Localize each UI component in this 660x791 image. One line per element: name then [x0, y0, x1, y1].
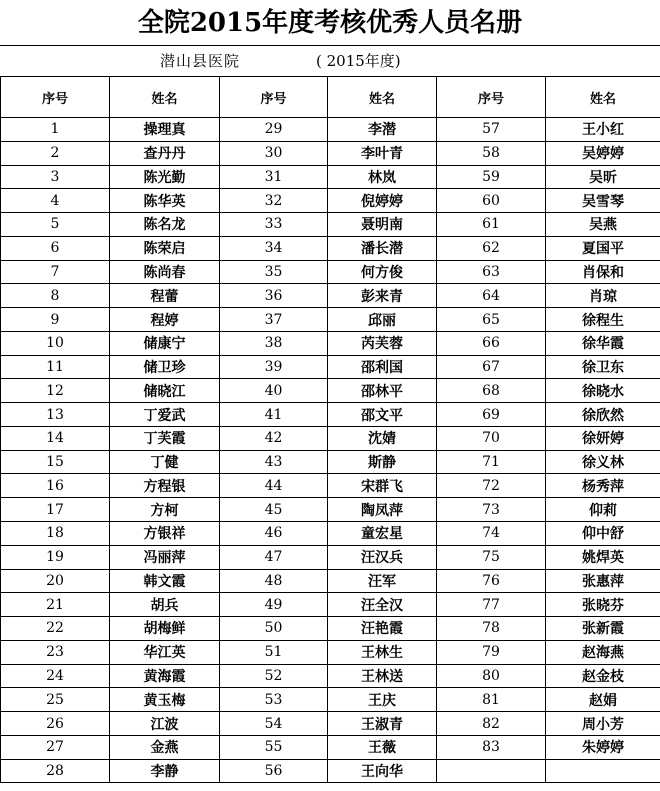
seq-cell: 78: [437, 617, 546, 641]
name-cell: 王小红: [546, 118, 660, 142]
name-cell: 华江英: [110, 640, 220, 664]
seq-cell: 63: [437, 260, 546, 284]
name-cell: 杨秀萍: [546, 474, 660, 498]
name-cell: 林岚: [328, 165, 437, 189]
name-cell: 徐义林: [546, 450, 660, 474]
name-cell: 陈荣启: [110, 236, 220, 260]
seq-cell: 26: [1, 712, 110, 736]
table-row: [1, 236, 660, 260]
seq-cell: 58: [437, 141, 546, 165]
table-row: [1, 213, 660, 237]
seq-cell: 30: [220, 141, 328, 165]
seq-cell: 74: [437, 522, 546, 546]
seq-cell: 11: [1, 355, 110, 379]
table-row: [1, 640, 660, 664]
name-cell: 徐程生: [546, 308, 660, 332]
seq-cell: 57: [437, 118, 546, 142]
name-cell: 吴燕: [546, 213, 660, 237]
seq-cell: 49: [220, 593, 328, 617]
name-cell: 徐华霞: [546, 331, 660, 355]
name-cell: 肖保和: [546, 260, 660, 284]
page-title: 全院2015年度考核优秀人员名册: [0, 0, 660, 46]
table-row: [1, 735, 660, 759]
name-cell: 邵林平: [328, 379, 437, 403]
seq-cell: 38: [220, 331, 328, 355]
name-cell: 储卫珍: [110, 355, 220, 379]
name-cell: 朱婷婷: [546, 735, 660, 759]
seq-cell: 54: [220, 712, 328, 736]
name-cell: 韩文霞: [110, 569, 220, 593]
name-cell: 王向华: [328, 759, 437, 783]
seq-cell: 47: [220, 545, 328, 569]
name-cell: 沈婧: [328, 426, 437, 450]
seq-cell: 52: [220, 664, 328, 688]
name-cell: 李叶青: [328, 141, 437, 165]
table-row: [1, 331, 660, 355]
seq-cell: 34: [220, 236, 328, 260]
table-row: [1, 260, 660, 284]
seq-cell: 61: [437, 213, 546, 237]
table-row: [1, 118, 660, 142]
table-row: [1, 308, 660, 332]
seq-cell: 18: [1, 522, 110, 546]
name-cell: 冯丽萍: [110, 545, 220, 569]
name-cell: 何方俊: [328, 260, 437, 284]
seq-cell: 50: [220, 617, 328, 641]
seq-cell: 25: [1, 688, 110, 712]
roster-table: [0, 76, 660, 783]
table-row: [1, 355, 660, 379]
table-row: [1, 189, 660, 213]
seq-cell: 15: [1, 450, 110, 474]
seq-cell: 60: [437, 189, 546, 213]
seq-cell: 77: [437, 593, 546, 617]
name-cell: 吴婷婷: [546, 141, 660, 165]
seq-cell: 3: [1, 165, 110, 189]
name-cell: 彭来青: [328, 284, 437, 308]
name-cell: 储康宁: [110, 331, 220, 355]
name-cell: 王淑青: [328, 712, 437, 736]
table-row: [1, 759, 660, 783]
header-seq-3: 序号: [437, 77, 546, 118]
name-cell: 李静: [110, 759, 220, 783]
seq-cell: 51: [220, 640, 328, 664]
name-cell: 聂明南: [328, 213, 437, 237]
seq-cell: 17: [1, 498, 110, 522]
table-row: [1, 379, 660, 403]
name-cell: 仰中舒: [546, 522, 660, 546]
name-cell: 江波: [110, 712, 220, 736]
seq-cell: 20: [1, 569, 110, 593]
name-cell: 邵利国: [328, 355, 437, 379]
name-cell: 张新霞: [546, 617, 660, 641]
seq-cell: 46: [220, 522, 328, 546]
seq-cell: 79: [437, 640, 546, 664]
subtitle-row: [0, 46, 660, 76]
name-cell: 陶凤萍: [328, 498, 437, 522]
name-cell: 邱丽: [328, 308, 437, 332]
seq-cell: 75: [437, 545, 546, 569]
name-cell: 宋群飞: [328, 474, 437, 498]
table-row: [1, 593, 660, 617]
name-cell: 王薇: [328, 735, 437, 759]
seq-cell: 32: [220, 189, 328, 213]
seq-cell: 41: [220, 403, 328, 427]
table-row: [1, 522, 660, 546]
name-cell: 徐晓水: [546, 379, 660, 403]
seq-cell: 28: [1, 759, 110, 783]
header-name-2: 姓名: [328, 77, 437, 118]
seq-cell: 64: [437, 284, 546, 308]
table-row: [1, 141, 660, 165]
seq-cell: 59: [437, 165, 546, 189]
seq-cell: 81: [437, 688, 546, 712]
table-row: [1, 284, 660, 308]
name-cell: 方银祥: [110, 522, 220, 546]
seq-cell: 1: [1, 118, 110, 142]
seq-cell: 56: [220, 759, 328, 783]
name-cell: 王庆: [328, 688, 437, 712]
seq-cell: 42: [220, 426, 328, 450]
table-row: [1, 664, 660, 688]
name-cell: 倪婷婷: [328, 189, 437, 213]
header-row: [1, 77, 660, 118]
name-cell: 徐卫东: [546, 355, 660, 379]
name-cell: 程婷: [110, 308, 220, 332]
seq-cell: 71: [437, 450, 546, 474]
seq-cell: 55: [220, 735, 328, 759]
seq-cell: 72: [437, 474, 546, 498]
seq-cell: 62: [437, 236, 546, 260]
seq-cell: 35: [220, 260, 328, 284]
seq-cell: 23: [1, 640, 110, 664]
name-cell: 周小芳: [546, 712, 660, 736]
table-row: [1, 426, 660, 450]
seq-cell: 7: [1, 260, 110, 284]
name-cell: 王林送: [328, 664, 437, 688]
header-seq-1: 序号: [1, 77, 110, 118]
seq-cell: 65: [437, 308, 546, 332]
name-cell: 王林生: [328, 640, 437, 664]
name-cell: 徐欣然: [546, 403, 660, 427]
name-cell: 陈华英: [110, 189, 220, 213]
name-cell: 操理真: [110, 118, 220, 142]
name-cell: 黄玉梅: [110, 688, 220, 712]
table-row: [1, 712, 660, 736]
name-cell: 徐妍婷: [546, 426, 660, 450]
table-row: [1, 688, 660, 712]
seq-cell: 80: [437, 664, 546, 688]
seq-cell: 44: [220, 474, 328, 498]
seq-cell: 10: [1, 331, 110, 355]
name-cell: 芮芙蓉: [328, 331, 437, 355]
name-cell: 金燕: [110, 735, 220, 759]
name-cell: 张惠萍: [546, 569, 660, 593]
name-cell: 胡兵: [110, 593, 220, 617]
seq-cell: 43: [220, 450, 328, 474]
name-cell: 丁芙霞: [110, 426, 220, 450]
header-name-1: 姓名: [110, 77, 220, 118]
name-cell: 肖琼: [546, 284, 660, 308]
name-cell: 李潜: [328, 118, 437, 142]
name-cell: 邵文平: [328, 403, 437, 427]
seq-cell: 12: [1, 379, 110, 403]
seq-cell: 4: [1, 189, 110, 213]
seq-cell: 6: [1, 236, 110, 260]
name-cell: [546, 759, 660, 783]
seq-cell: 21: [1, 593, 110, 617]
seq-cell: 67: [437, 355, 546, 379]
name-cell: 潘长潜: [328, 236, 437, 260]
name-cell: 程蕾: [110, 284, 220, 308]
seq-cell: 66: [437, 331, 546, 355]
name-cell: 储晓江: [110, 379, 220, 403]
seq-cell: 33: [220, 213, 328, 237]
name-cell: 汪军: [328, 569, 437, 593]
seq-cell: 45: [220, 498, 328, 522]
seq-cell: 83: [437, 735, 546, 759]
name-cell: 黄海霞: [110, 664, 220, 688]
seq-cell: 22: [1, 617, 110, 641]
table-row: [1, 403, 660, 427]
seq-cell: 9: [1, 308, 110, 332]
name-cell: 查丹丹: [110, 141, 220, 165]
name-cell: 方程银: [110, 474, 220, 498]
seq-cell: 37: [220, 308, 328, 332]
header-seq-2: 序号: [220, 77, 328, 118]
name-cell: 张晓芬: [546, 593, 660, 617]
name-cell: 夏国平: [546, 236, 660, 260]
name-cell: 赵金枝: [546, 664, 660, 688]
name-cell: 方柯: [110, 498, 220, 522]
table-row: [1, 165, 660, 189]
name-cell: 吴昕: [546, 165, 660, 189]
name-cell: 汪艳霞: [328, 617, 437, 641]
name-cell: 吴雪琴: [546, 189, 660, 213]
seq-cell: 19: [1, 545, 110, 569]
name-cell: 汪汉兵: [328, 545, 437, 569]
seq-cell: 8: [1, 284, 110, 308]
seq-cell: 29: [220, 118, 328, 142]
seq-cell: 53: [220, 688, 328, 712]
name-cell: 丁爱武: [110, 403, 220, 427]
seq-cell: 76: [437, 569, 546, 593]
name-cell: 赵娟: [546, 688, 660, 712]
year-label: ( 2015年度): [316, 52, 401, 70]
seq-cell: [437, 759, 546, 783]
table-row: [1, 617, 660, 641]
table-row: [1, 498, 660, 522]
name-cell: 汪全汉: [328, 593, 437, 617]
seq-cell: 70: [437, 426, 546, 450]
seq-cell: 39: [220, 355, 328, 379]
seq-cell: 82: [437, 712, 546, 736]
table-row: [1, 569, 660, 593]
seq-cell: 68: [437, 379, 546, 403]
seq-cell: 27: [1, 735, 110, 759]
name-cell: 斯静: [328, 450, 437, 474]
name-cell: 胡梅鲜: [110, 617, 220, 641]
seq-cell: 2: [1, 141, 110, 165]
seq-cell: 16: [1, 474, 110, 498]
header-name-3: 姓名: [546, 77, 660, 118]
table-row: [1, 450, 660, 474]
name-cell: 陈尚春: [110, 260, 220, 284]
name-cell: 陈光勤: [110, 165, 220, 189]
name-cell: 陈名龙: [110, 213, 220, 237]
seq-cell: 40: [220, 379, 328, 403]
name-cell: 姚焊英: [546, 545, 660, 569]
seq-cell: 24: [1, 664, 110, 688]
seq-cell: 14: [1, 426, 110, 450]
name-cell: 丁健: [110, 450, 220, 474]
table-row: [1, 474, 660, 498]
name-cell: 仰莉: [546, 498, 660, 522]
table-row: [1, 545, 660, 569]
seq-cell: 36: [220, 284, 328, 308]
seq-cell: 13: [1, 403, 110, 427]
seq-cell: 48: [220, 569, 328, 593]
seq-cell: 69: [437, 403, 546, 427]
name-cell: 童宏星: [328, 522, 437, 546]
seq-cell: 73: [437, 498, 546, 522]
hospital-name: 潜山县医院: [160, 52, 241, 70]
seq-cell: 31: [220, 165, 328, 189]
seq-cell: 5: [1, 213, 110, 237]
name-cell: 赵海燕: [546, 640, 660, 664]
